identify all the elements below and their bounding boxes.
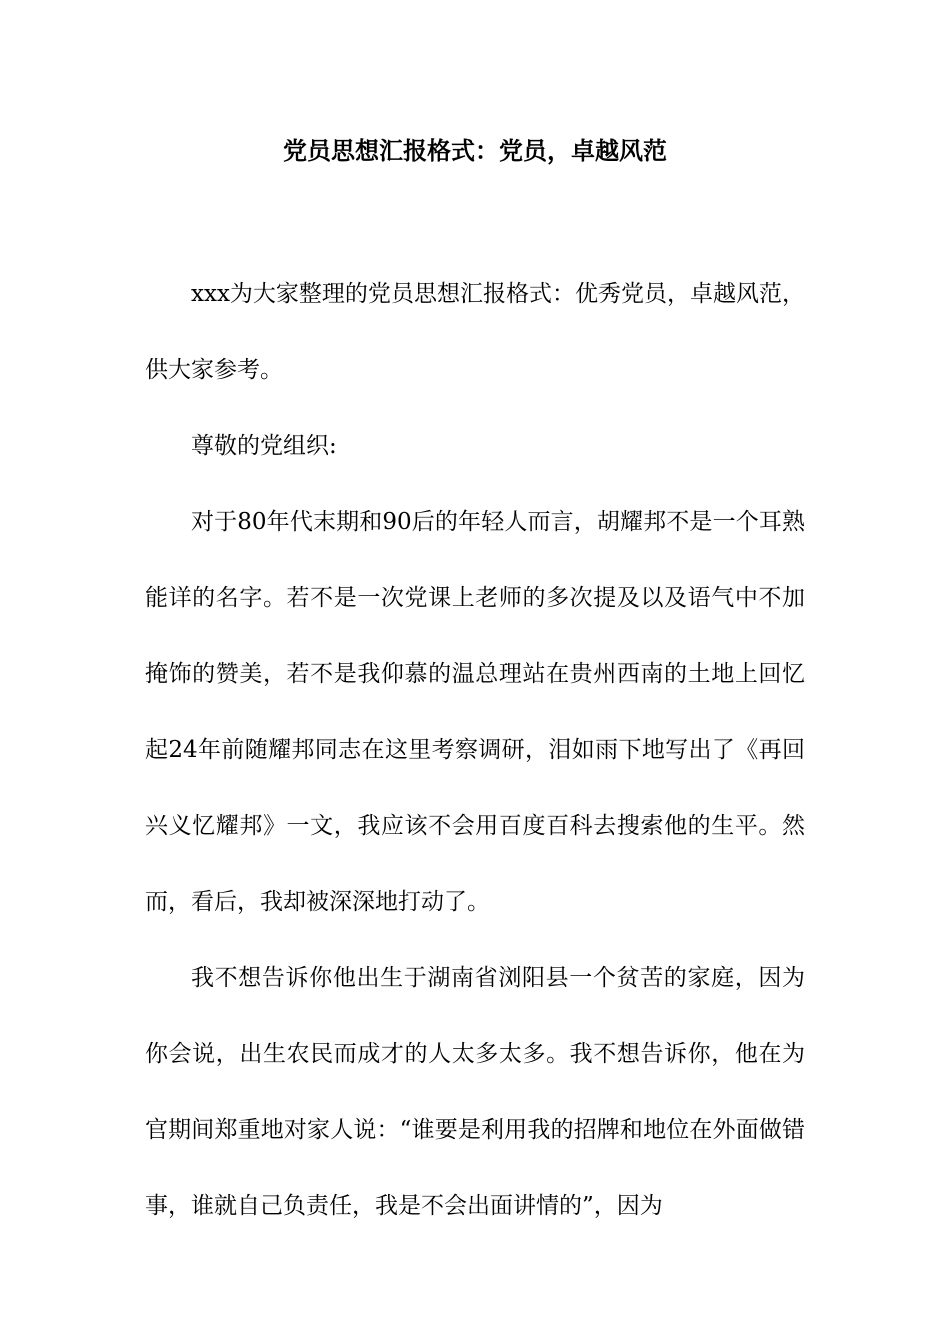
document-title: 党员思想汇报格式：党员，卓越风范	[283, 136, 667, 165]
paragraph-body-2: 我不想告诉你他出生于湖南省浏阳县一个贫苦的家庭，因为你会说，出生农民而成才的人太多太多。我不想告诉你，他在为官期间郑重地对家人说：“谁要是利用我的招牌和地位在外面做错事，谁就自己负责任，我是不会出面讲情的”，因为	[145, 965, 805, 1219]
paragraph-intro: xxx为大家整理的党员思想汇报格式：优秀党员，卓越风范，供大家参考。	[145, 281, 805, 383]
document-body	[145, 256, 805, 1244]
paragraph-salutation: 尊敬的党组织:	[191, 433, 337, 459]
paragraph-body-1: 对于80年代末期和90后的年轻人而言，胡耀邦不是一个耳熟能详的名字。若不是一次党课上老师的多次提及以及语气中不加掩饰的赞美，若不是我仰慕的温总理站在贵州西南的土地上回忆起24年前随耀邦同志在这里考察调研，泪如雨下地写出了《再回兴义忆耀邦》一文，我应该不会用百度百科去搜索他的生平。然而，看后，我却被深深地打动了。	[145, 509, 805, 915]
